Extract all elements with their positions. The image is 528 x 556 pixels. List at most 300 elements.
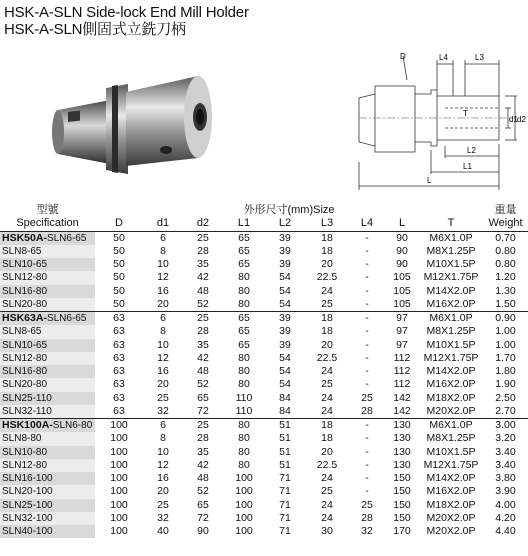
table-cell: 25	[183, 312, 223, 326]
table-row	[0, 258, 528, 271]
table-cell: 84	[279, 391, 291, 404]
table-cell: 3.20	[495, 432, 516, 445]
model-cell	[0, 245, 95, 258]
table-cell: 130	[393, 445, 411, 458]
table-cell: 100	[235, 472, 253, 485]
table-cell: 54	[279, 284, 291, 297]
table-cell: M18X2.0P	[426, 391, 476, 404]
table-row	[0, 271, 528, 284]
table-cell: 12	[157, 351, 169, 364]
spec-name: SLN12-80	[2, 352, 48, 364]
table-cell: 35	[197, 258, 209, 271]
title-english: HSK-A-SLN Side-lock End Mill Holder	[4, 4, 249, 21]
table-cell: 100	[235, 498, 253, 511]
table-cell: 54	[279, 271, 291, 284]
table-cell: 20	[321, 338, 333, 351]
table-cell: 90	[396, 231, 408, 244]
table-cell: 18	[321, 244, 333, 257]
table-cell: 65	[223, 312, 265, 326]
spec-name: SLN20-100	[2, 486, 53, 498]
table-cell: 10	[157, 258, 169, 271]
header-size-group: 外形尺寸(mm)Size	[243, 204, 335, 217]
table-cell: 63	[95, 312, 143, 326]
table-cell: 50	[113, 258, 125, 271]
table-cell: 97	[396, 338, 408, 351]
table-cell: 63	[113, 391, 125, 404]
spec-name: SLN10-80	[2, 446, 48, 458]
spec-name: SLN20-80	[2, 298, 48, 310]
product-photo	[48, 62, 238, 180]
dim-label: L2	[467, 146, 476, 155]
table-cell: 1.00	[495, 338, 516, 351]
table-cell: 51	[279, 458, 291, 471]
table-cell: 170	[393, 525, 411, 538]
table-cell: 3.40	[495, 458, 516, 471]
table-cell: 80	[238, 432, 250, 445]
table-cell: 63	[113, 365, 125, 378]
spec-name: SLN12-80	[2, 459, 48, 471]
table-cell: 100	[95, 419, 143, 433]
table-cell: 24	[321, 391, 333, 404]
dim-label: d2	[517, 115, 526, 124]
table-row	[0, 298, 528, 312]
table-cell: 4.20	[495, 511, 516, 524]
table-cell: M20X2.0P	[426, 511, 476, 524]
table-cell: 42	[197, 351, 209, 364]
table-row	[0, 432, 528, 445]
table-cell: 32	[157, 511, 169, 524]
dim-label: T	[463, 109, 468, 118]
table-cell: 63	[113, 378, 125, 391]
table-row	[0, 378, 528, 391]
group-name: HSK50A-	[2, 231, 47, 244]
header-model-cn: 型號	[36, 204, 59, 217]
spec-name: SLN16-80	[2, 285, 48, 297]
model-cell	[0, 258, 95, 271]
table-cell: 25	[157, 391, 169, 404]
table-cell: 1.50	[495, 297, 516, 310]
spec-name: SLN6-80	[52, 420, 93, 432]
table-cell: 63	[113, 325, 125, 338]
table-cell: 80	[238, 458, 250, 471]
table-cell: 50	[113, 231, 125, 244]
table-row	[0, 312, 528, 326]
table-cell: M10X1.5P	[426, 258, 476, 271]
table-cell: -	[365, 338, 369, 351]
technical-drawing	[345, 50, 525, 198]
table-cell: 100	[110, 458, 128, 471]
header-col: d2	[183, 217, 223, 231]
table-cell: 25	[321, 297, 333, 310]
table-cell: -	[349, 312, 385, 326]
table-cell: M14X2.0P	[426, 472, 476, 485]
table-cell: 12	[157, 458, 169, 471]
table-cell: 3.00	[483, 419, 528, 433]
table-cell: 1.00	[495, 325, 516, 338]
model-cell	[0, 512, 95, 525]
table-cell: 100	[110, 445, 128, 458]
table-cell: 54	[279, 365, 291, 378]
table-row	[0, 512, 528, 525]
table-cell: 112	[393, 365, 411, 378]
table-cell: 8	[160, 432, 166, 445]
table-cell: 80	[238, 271, 250, 284]
table-cell: M8X1.25P	[426, 325, 476, 338]
table-cell: 42	[197, 458, 209, 471]
table-cell: 150	[393, 472, 411, 485]
spec-name: SLN10-65	[2, 259, 48, 271]
table-cell: 24	[321, 284, 333, 297]
table-cell: 100	[110, 498, 128, 511]
table-cell: 6	[143, 312, 183, 326]
table-cell: 16	[157, 365, 169, 378]
table-cell: 90	[396, 244, 408, 257]
table-cell: 142	[393, 404, 411, 417]
table-cell: 0.80	[495, 244, 516, 257]
table-cell: 65	[238, 325, 250, 338]
table-cell: 6	[160, 231, 166, 244]
model-cell	[0, 271, 95, 284]
table-cell: 30	[321, 525, 333, 538]
table-cell: 63	[113, 351, 125, 364]
table-cell: 52	[197, 378, 209, 391]
table-cell: 90	[396, 258, 408, 271]
spec-name: SLN32-100	[2, 512, 53, 524]
spec-name: SLN32-110	[2, 405, 52, 417]
table-cell: M10X1.5P	[426, 445, 476, 458]
table-cell: 50	[113, 271, 125, 284]
table-cell: 97	[385, 312, 419, 326]
table-cell: 16	[157, 472, 169, 485]
spec-name: SLN12-80	[2, 272, 48, 284]
table-cell: 18	[321, 432, 333, 445]
table-cell: 22.5	[316, 458, 338, 471]
table-cell: 40	[157, 525, 169, 538]
table-body	[0, 231, 528, 538]
table-row	[0, 285, 528, 298]
table-cell: M18X2.0P	[426, 498, 476, 511]
table-cell: 50	[113, 284, 125, 297]
table-cell: 2.50	[495, 391, 516, 404]
model-cell	[0, 472, 95, 485]
table-cell: 112	[393, 378, 411, 391]
table-cell: M6X1.0P	[429, 231, 473, 244]
table-cell: 1.20	[495, 271, 516, 284]
table-cell: M12X1.75P	[423, 458, 479, 471]
table-cell: 25	[321, 485, 333, 498]
model-cell	[0, 298, 95, 312]
table-cell: 71	[279, 525, 291, 538]
table-cell: 8	[160, 325, 166, 338]
table-cell: -	[365, 258, 369, 271]
header-weight-en: Weight	[483, 217, 528, 231]
table-cell: 100	[110, 432, 128, 445]
table-cell: -	[365, 325, 369, 338]
model-cell	[0, 525, 95, 538]
table-cell: -	[365, 365, 369, 378]
table-cell: 0.70	[495, 231, 516, 244]
table-cell: 65	[238, 231, 250, 244]
table-cell: 16	[157, 284, 169, 297]
table-cell: M8X1.25P	[426, 244, 476, 257]
table-cell: M10X1.5P	[426, 338, 476, 351]
table-row	[0, 339, 528, 352]
table-cell: 28	[197, 432, 209, 445]
model-cell	[0, 312, 95, 326]
dim-label: D	[400, 52, 406, 61]
table-cell: 4.00	[495, 498, 516, 511]
table-cell: 54	[279, 297, 291, 310]
model-cell	[0, 352, 95, 365]
model-cell	[0, 231, 95, 245]
model-cell	[0, 378, 95, 391]
table-row	[0, 525, 528, 538]
header-col: L1	[223, 217, 265, 231]
table-row	[0, 405, 528, 419]
table-cell: 80	[238, 351, 250, 364]
table-cell: 24	[321, 498, 333, 511]
table-row	[0, 499, 528, 512]
table-cell: 48	[197, 472, 209, 485]
table-cell: 48	[197, 284, 209, 297]
model-cell	[0, 325, 95, 338]
header-col: D	[95, 217, 143, 231]
table-cell: 100	[235, 485, 253, 498]
model-cell	[0, 499, 95, 512]
table-cell: 1.80	[495, 365, 516, 378]
spec-name: SLN20-80	[2, 379, 48, 391]
table-cell: 52	[197, 297, 209, 310]
table-cell: 65	[238, 338, 250, 351]
table-cell: 39	[279, 325, 291, 338]
group-name: HSK63A-	[2, 312, 47, 325]
table-cell: 39	[265, 312, 305, 326]
table-cell: 39	[279, 258, 291, 271]
table-cell: 50	[113, 297, 125, 310]
table-cell: 24	[321, 404, 333, 417]
table-cell: 25	[321, 378, 333, 391]
table-cell: 97	[396, 325, 408, 338]
table-cell: M12X1.75P	[423, 271, 479, 284]
table-row	[0, 245, 528, 258]
model-cell	[0, 285, 95, 298]
table-cell: 35	[197, 445, 209, 458]
table-cell: 18	[321, 325, 333, 338]
table-cell: M16X2.0P	[426, 297, 476, 310]
table-cell: 90	[197, 525, 209, 538]
table-cell: 51	[279, 432, 291, 445]
spec-table	[0, 204, 528, 538]
table-cell: 54	[279, 351, 291, 364]
table-cell: 100	[235, 525, 253, 538]
spec-name: SLN25-100	[2, 499, 53, 511]
table-cell: M12X1.75P	[423, 351, 479, 364]
group-name: HSK100A-	[2, 419, 53, 432]
spec-name: SLN25-110	[2, 392, 52, 404]
table-cell: -	[365, 284, 369, 297]
table-row	[0, 419, 528, 433]
table-cell: -	[365, 351, 369, 364]
table-cell: 20	[157, 297, 169, 310]
table-cell: 71	[279, 498, 291, 511]
table-cell: 65	[238, 244, 250, 257]
dim-label: d1	[509, 115, 518, 124]
table-cell: 28	[361, 404, 373, 417]
table-cell: 0.90	[483, 312, 528, 326]
table-cell: M14X2.0P	[426, 365, 476, 378]
table-cell: 54	[279, 378, 291, 391]
model-cell	[0, 485, 95, 498]
table-cell: 20	[157, 378, 169, 391]
header-col: L	[385, 217, 419, 231]
dim-label: L4	[439, 53, 448, 62]
table-cell: 10	[157, 338, 169, 351]
table-cell: 18	[321, 231, 333, 244]
table-row	[0, 459, 528, 472]
table-cell: 51	[279, 445, 291, 458]
table-row	[0, 325, 528, 338]
table-cell: 80	[238, 297, 250, 310]
table-row	[0, 446, 528, 459]
table-cell: 71	[279, 472, 291, 485]
table-cell: 22.5	[316, 271, 338, 284]
table-cell: 3.90	[495, 485, 516, 498]
table-cell: 1.90	[495, 378, 516, 391]
header-model-en: Specification	[0, 217, 95, 231]
table-cell: 28	[361, 511, 373, 524]
model-cell	[0, 365, 95, 378]
table-cell: 80	[238, 284, 250, 297]
table-cell: M16X2.0P	[426, 485, 476, 498]
table-cell: 2.70	[495, 404, 516, 417]
table-cell: 71	[279, 485, 291, 498]
header-col: d1	[143, 217, 183, 231]
table-row	[0, 392, 528, 405]
table-cell: 71	[279, 511, 291, 524]
table-row	[0, 365, 528, 378]
table-cell: -	[365, 231, 369, 244]
table-cell: M14X2.0P	[426, 284, 476, 297]
table-cell: 105	[393, 297, 411, 310]
table-cell: 100	[110, 511, 128, 524]
table-cell: 80	[223, 419, 265, 433]
table-cell: 130	[393, 458, 411, 471]
model-cell	[0, 419, 95, 433]
table-cell: 39	[279, 338, 291, 351]
spec-name: SLN8-65	[2, 326, 42, 338]
table-cell: 105	[393, 284, 411, 297]
table-cell: 105	[393, 271, 411, 284]
table-cell: 6	[143, 419, 183, 433]
table-cell: -	[365, 485, 369, 498]
table-cell: 20	[321, 445, 333, 458]
table-cell: 63	[113, 338, 125, 351]
table-cell: M6X1.0P	[419, 312, 483, 326]
table-cell: 100	[235, 511, 253, 524]
table-cell: 32	[157, 404, 169, 417]
spec-name: SLN8-80	[2, 433, 42, 445]
table-cell: 65	[197, 391, 209, 404]
table-cell: 100	[110, 472, 128, 485]
table-cell: 48	[197, 365, 209, 378]
dim-label: L1	[463, 162, 472, 171]
table-cell: M8X1.25P	[426, 432, 476, 445]
table-cell: 150	[393, 498, 411, 511]
table-cell: 28	[197, 244, 209, 257]
table-cell: 84	[279, 404, 291, 417]
header-weight-cn: 重量	[494, 204, 517, 217]
table-row	[0, 485, 528, 498]
table-cell: 51	[265, 419, 305, 433]
table-cell: -	[365, 271, 369, 284]
dim-label: L3	[475, 53, 484, 62]
table-cell: -	[349, 419, 385, 433]
table-cell: 20	[157, 485, 169, 498]
title-chinese: HSK-A-SLN側固式立銑刀柄	[4, 21, 186, 38]
table-cell: 65	[238, 258, 250, 271]
table-cell: 10	[157, 445, 169, 458]
table-cell: 20	[321, 258, 333, 271]
spec-name: SLN16-100	[2, 473, 53, 485]
spec-name: SLN40-100	[2, 526, 53, 538]
table-cell: 142	[393, 391, 411, 404]
model-cell	[0, 405, 95, 419]
table-cell: 130	[385, 419, 419, 433]
table-cell: -	[365, 297, 369, 310]
spec-name: SLN16-80	[2, 366, 48, 378]
model-cell	[0, 459, 95, 472]
table-cell: 1.70	[495, 351, 516, 364]
table-cell: 110	[235, 404, 253, 417]
table-cell: 25	[183, 419, 223, 433]
table-cell: 39	[279, 231, 291, 244]
table-cell: 110	[235, 391, 253, 404]
table-cell: 35	[197, 338, 209, 351]
spec-name: SLN6-65	[46, 232, 87, 244]
model-cell	[0, 392, 95, 405]
table-cell: 24	[321, 365, 333, 378]
table-cell: M20X2.0P	[426, 404, 476, 417]
table-cell: 3.40	[495, 445, 516, 458]
table-row	[0, 352, 528, 365]
table-cell: 150	[393, 485, 411, 498]
table-cell: -	[365, 378, 369, 391]
table-cell: 24	[321, 511, 333, 524]
table-cell: 72	[197, 404, 209, 417]
table-cell: 4.40	[495, 525, 516, 538]
table-cell: 42	[197, 271, 209, 284]
table-cell: 18	[305, 419, 349, 433]
table-cell: 130	[393, 432, 411, 445]
table-cell: 8	[160, 244, 166, 257]
spec-name: SLN6-65	[46, 313, 87, 325]
table-cell: 12	[157, 271, 169, 284]
model-cell	[0, 339, 95, 352]
table-cell: -	[365, 244, 369, 257]
table-cell: -	[365, 445, 369, 458]
table-cell: 25	[361, 391, 373, 404]
table-cell: M20X2.0P	[426, 525, 476, 538]
table-cell: 112	[393, 351, 411, 364]
table-cell: 72	[197, 511, 209, 524]
table-cell: 24	[321, 472, 333, 485]
table-cell: 28	[197, 325, 209, 338]
table-cell: 25	[197, 231, 209, 244]
table-cell: 22.5	[316, 351, 338, 364]
table-cell: 80	[238, 365, 250, 378]
header-col: L4	[349, 217, 385, 231]
table-cell: 100	[110, 525, 128, 538]
